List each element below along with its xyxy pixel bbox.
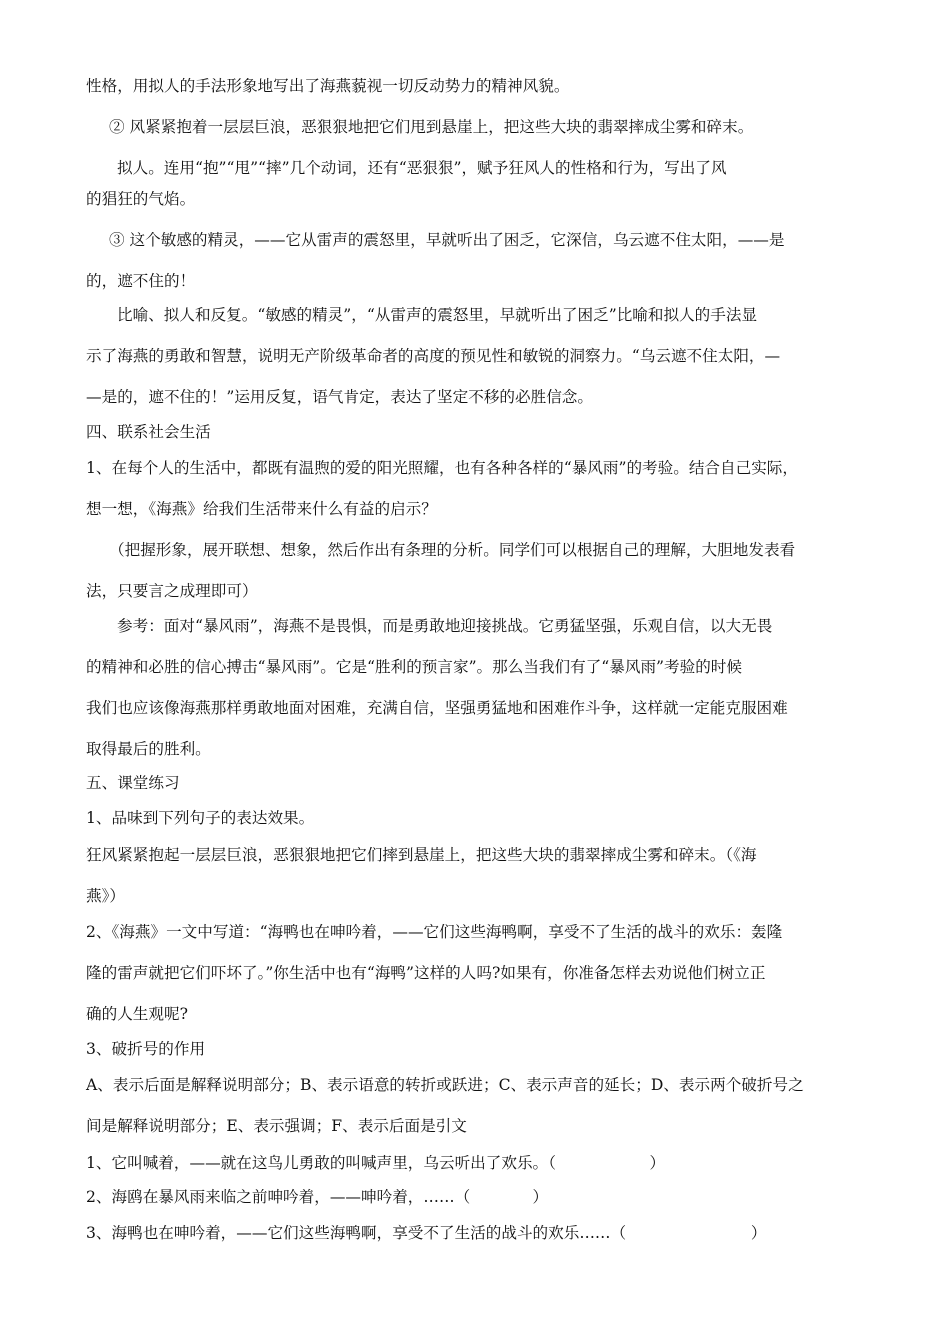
text-line: 拟人。连用“抱”“甩”“摔”几个动词，还有“恶狠狠”，赋予狂风人的性格和行为，写出了风 <box>117 159 727 177</box>
text-line: 参考：面对“暴风雨”，海燕不是畏惧，而是勇敢地迎接挑战。它勇猛坚强，乐观自信，以大无畏 <box>117 617 773 635</box>
text-line: 法，只要言之成理即可） <box>86 582 258 600</box>
text-line: 的猖狂的气焰。 <box>86 190 196 208</box>
text-line: 2、《海燕》一文中写道：“海鸭也在呻吟着，——它们这些海鸭啊，享受不了生活的战斗的欢乐：轰隆 <box>86 923 783 941</box>
text-line: 1、品味到下列句子的表达效果。 <box>86 809 315 827</box>
text-line: 我们也应该像海燕那样勇敢地面对困难，充满自信，坚强勇猛地和困难作斗争，这样就一定能克服困难 <box>86 699 788 717</box>
text-line: 的精神和必胜的信心搏击“暴风雨”。它是“胜利的预言家”。那么当我们有了“暴风雨”考验的时候 <box>86 658 742 676</box>
text-line: 3、破折号的作用 <box>86 1040 206 1058</box>
text-line: —是的，遮不住的！”运用反复，语气肯定，表达了坚定不移的必胜信念。 <box>86 388 593 406</box>
section-heading: 五、课堂练习 <box>86 774 180 792</box>
text-line: 想一想，《海燕》给我们生活带来什么有益的启示？ <box>86 500 437 518</box>
text-line: 间是解释说明部分；E、表示强调；F、表示后面是引文 <box>86 1117 467 1135</box>
text-line: 狂风紧紧抱起一层层巨浪，恶狠狠地把它们摔到悬崖上，把这些大块的翡翠摔成尘雾和碎末。（《海 <box>86 846 757 864</box>
text-line: 隆的雷声就把它们吓坏了。”你生活中也有“海鸭”这样的人吗?如果有，你准备怎样去劝说他们树立正 <box>86 964 766 982</box>
text-line: 2、海鸥在暴风雨来临之前呻吟着，——呻吟着，……（ ） <box>86 1188 549 1206</box>
text-line: 取得最后的胜利。 <box>86 740 211 758</box>
text-line: A、表示后面是解释说明部分；B、表示语意的转折或跃进；C、表示声音的延长；D、表示两个破折号之 <box>86 1076 804 1094</box>
text-line: （把握形象，展开联想、想象，然后作出有条理的分析。同学们可以根据自己的理解，大胆地发表看 <box>109 541 796 559</box>
section-heading: 四、联系社会生活 <box>86 423 211 441</box>
text-line: 性格，用拟人的手法形象地写出了海燕藐视一切反动势力的精神风貌。 <box>86 77 570 95</box>
text-line: 燕》） <box>86 887 125 905</box>
text-line: ③ 这个敏感的精灵，——它从雷声的震怒里，早就听出了困乏，它深信，乌云遮不住太阳，——是 <box>109 231 785 249</box>
text-line: 确的人生观呢? <box>86 1005 188 1023</box>
text-line: 比喻、拟人和反复。“敏感的精灵”，“从雷声的震怒里，早就听出了困乏”比喻和拟人的手法显 <box>117 306 758 324</box>
text-line: 1、在每个人的生活中，都既有温煦的爱的阳光照耀，也有各种各样的“暴风雨”的考验。结合自己实际， <box>86 459 798 477</box>
text-line: 示了海燕的勇敢和智慧，说明无产阶级革命者的高度的预见性和敏锐的洞察力。“乌云遮不住太阳，— <box>86 347 781 365</box>
text-line: ② 风紧紧抱着一层层巨浪，恶狠狠地把它们甩到悬崖上，把这些大块的翡翠摔成尘雾和碎末。 <box>109 118 754 136</box>
text-line: 的，遮不住的！ <box>86 272 196 290</box>
text-line: 1、它叫喊着，——就在这鸟儿勇敢的叫喊声里，乌云听出了欢乐。（ ） <box>86 1154 666 1172</box>
text-line: 3、海鸭也在呻吟着，——它们这些海鸭啊，享受不了生活的战斗的欢乐……（ ） <box>86 1224 767 1242</box>
